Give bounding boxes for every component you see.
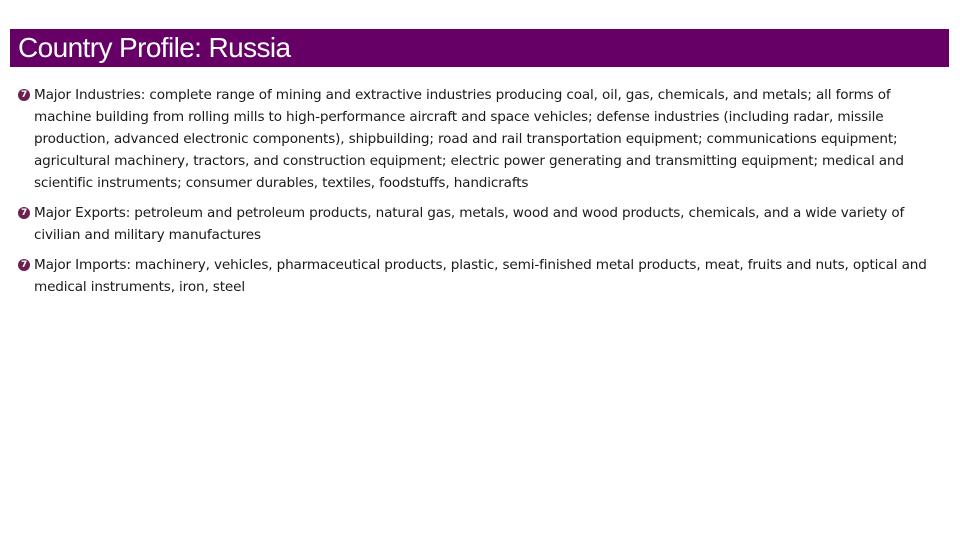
bullet-item-major-industries	[18, 84, 936, 194]
bullet-label: Major Industries	[34, 87, 141, 103]
title-bar	[10, 29, 949, 67]
bullet-text: : complete range of mining and extractive industries producing coal, oil, gas, chemicals, and metals; all forms of machine building from rolling mills to high-performance aircraft and space vehicles; defense industries (including radar, missile production, advanced electronic components), shipbuilding; road and rail transportation equipment; communications equipment; agricultural machinery, tractors, and construction equipment; electric power generating and transmitting equipment; medical and scientific instruments; consumer durables, textiles, foodstuffs, handicrafts	[34, 87, 904, 191]
numbered-circle-bullet-icon: 7	[18, 207, 30, 219]
slide-title: Country Profile: Russia	[18, 32, 291, 63]
numbered-circle-bullet-icon: 7	[18, 89, 30, 101]
bullet-list	[18, 84, 936, 306]
bullet-label: Major Exports	[34, 205, 126, 221]
bullet-label: Major Imports	[34, 257, 127, 273]
numbered-circle-bullet-icon: 7	[18, 259, 30, 271]
bullet-text: : petroleum and petroleum products, natural gas, metals, wood and wood products, chemicals, and a wide variety of civilian and military manufactures	[34, 205, 905, 243]
bullet-item-major-exports	[18, 202, 936, 246]
bullet-text: : machinery, vehicles, pharmaceutical products, plastic, semi-finished metal products, meat, fruits and nuts, optical and medical instruments, iron, steel	[34, 257, 927, 295]
bullet-item-major-imports	[18, 254, 936, 298]
